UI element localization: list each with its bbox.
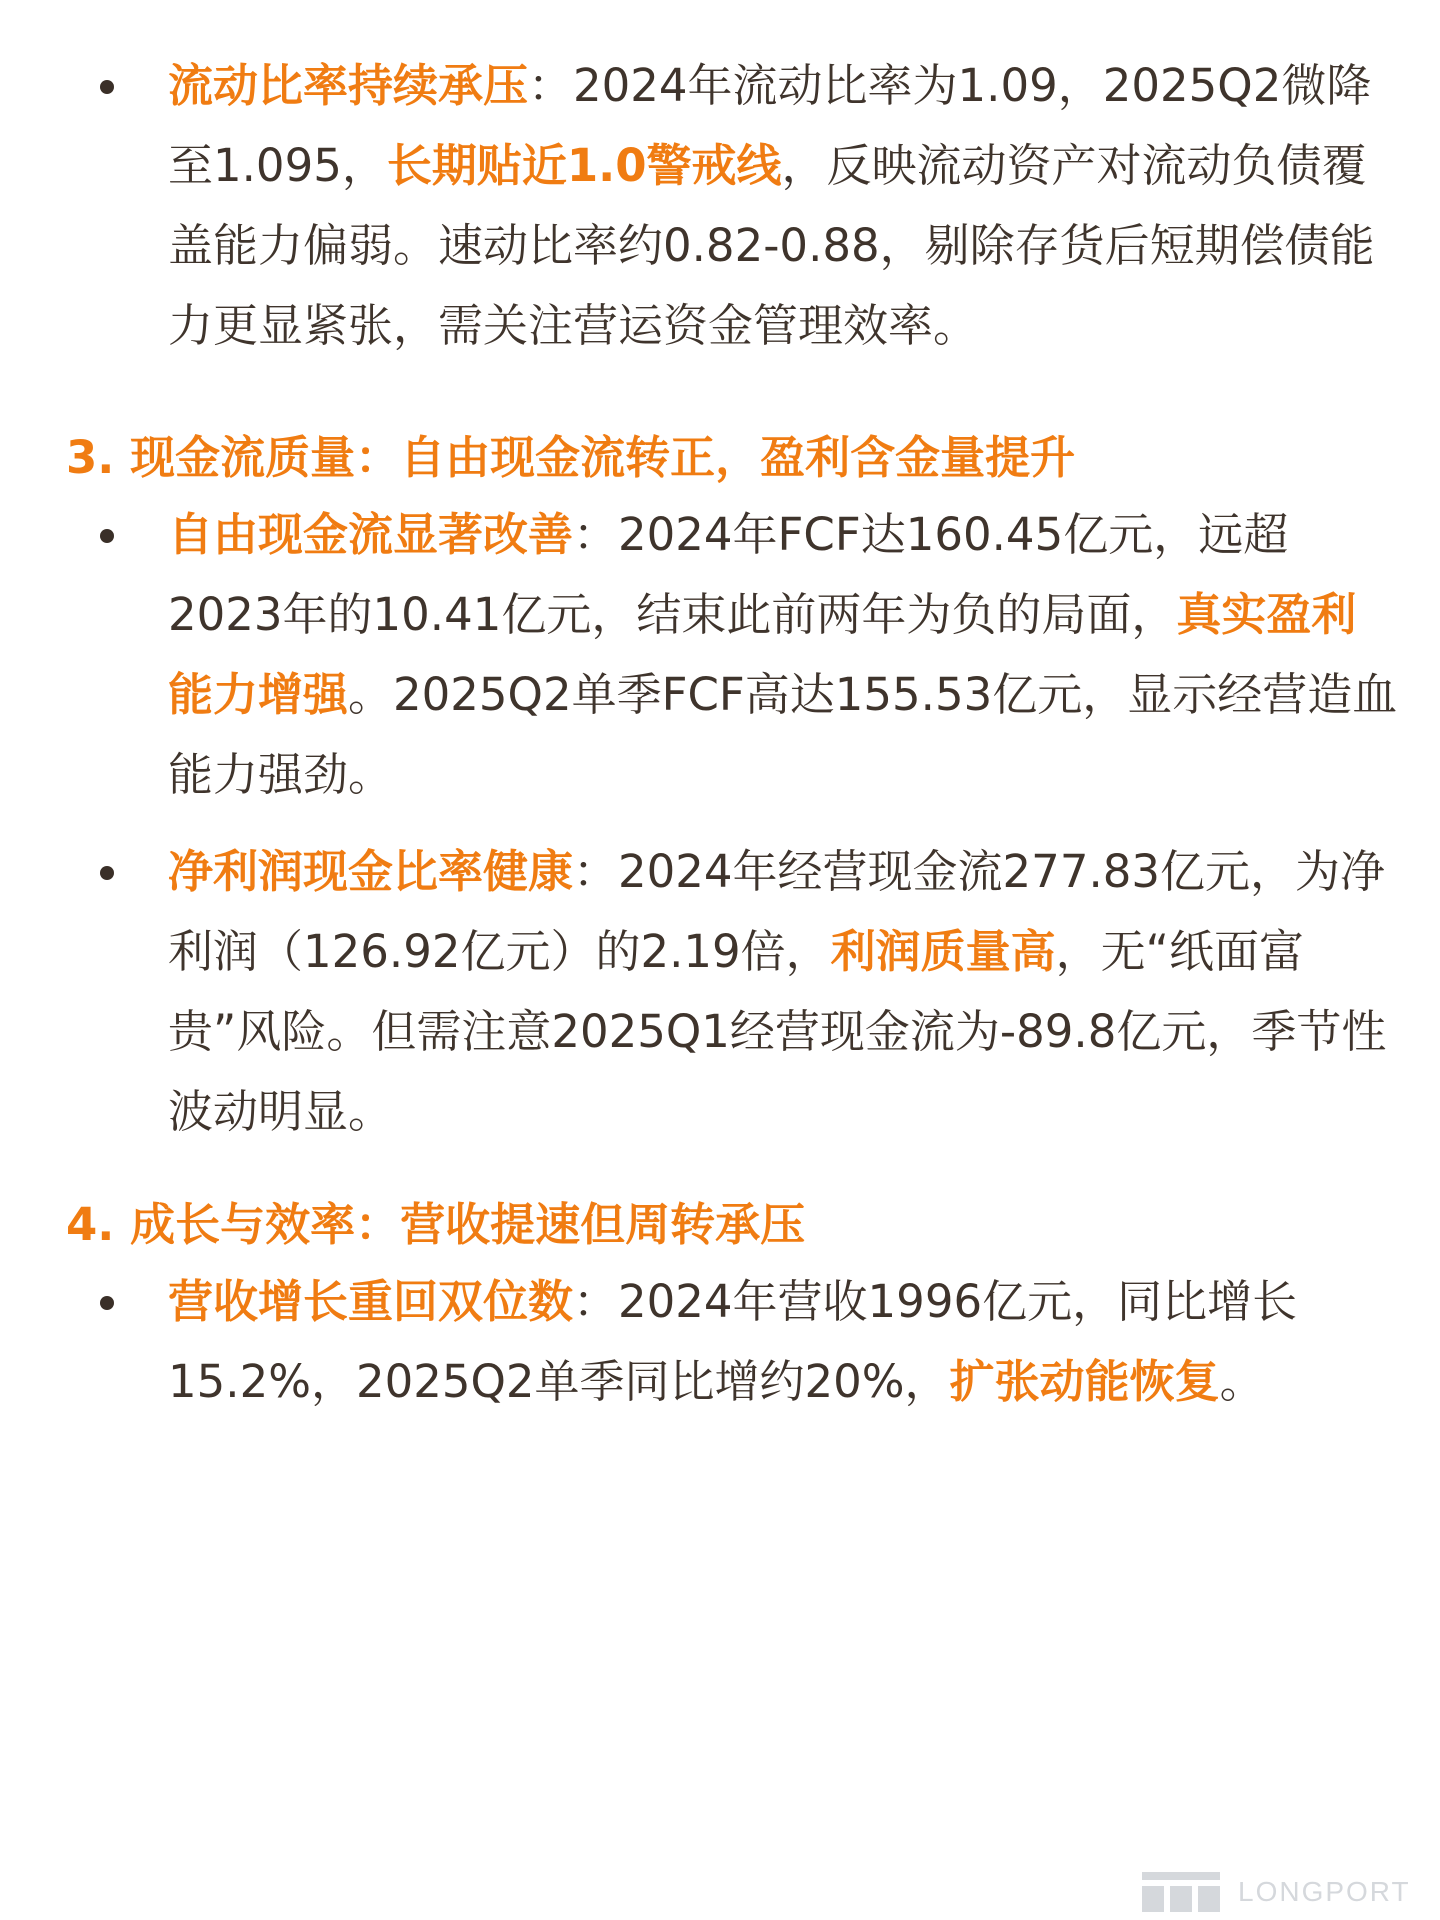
item-separator: ： [573,508,619,561]
bullet-icon [100,1296,114,1310]
item-separator: ： [573,845,619,898]
item-title: 净利润现金比率健康 [168,845,574,898]
list-item [168,832,1398,1152]
bullet-icon [100,80,114,94]
item-title: 流动比率持续承压 [168,59,529,112]
item-title: 自由现金流显著改善 [168,508,574,561]
item-highlight: 真实盈利能力增强 [168,588,1357,721]
item-text: ，反映流动资产对流动负债覆盖能力偏弱。速动比率约0.82-0.88，剔除存货后短期偿债能力更显紧张，需关注营运资金管理效率。 [168,139,1375,352]
bullet-icon [100,866,114,880]
item-highlight: 长期贴近1.0警戒线 [386,139,782,192]
item-text: 。2025Q2单季FCF高达155.53亿元，显示经营造血能力强劲。 [168,668,1398,801]
list-item [168,495,1398,815]
item-highlight: 扩张动能恢复 [949,1355,1220,1408]
item-title: 营收增长重回双位数 [168,1275,574,1328]
watermark-text: LONGPORT [1238,1876,1411,1907]
list-item [168,46,1398,366]
watermark [1142,1870,1411,1914]
section-heading: 4. 成长与效率：营收提速但周转承压 [66,1198,806,1251]
item-text: 2024年经营现金流277.83亿元，为净利润（126.92亿元）的2.19倍， [168,845,1386,978]
bullet-icon [100,529,114,543]
item-separator: ： [573,1275,619,1328]
item-text: 2024年流动比率为1.09，2025Q2微降至1.095， [168,59,1372,192]
longport-logo-icon [1142,1872,1220,1912]
section-heading: 3. 现金流质量：自由现金流转正，盈利含金量提升 [66,431,1076,484]
item-text: ，无“纸面富贵”风险。但需注意2025Q1经营现金流为-89.8亿元，季节性波动明显。 [168,925,1387,1138]
item-text: 2024年营收1996亿元，同比增长15.2%，2025Q2单季同比增约20%， [168,1275,1298,1408]
item-separator: ： [528,59,574,112]
item-text: 2024年FCF达160.45亿元，远超2023年的10.41亿元，结束此前两年为负的局面， [168,508,1289,641]
item-text: 。 [1219,1355,1265,1408]
item-highlight: 利润质量高 [830,925,1056,978]
list-item [168,1262,1398,1422]
